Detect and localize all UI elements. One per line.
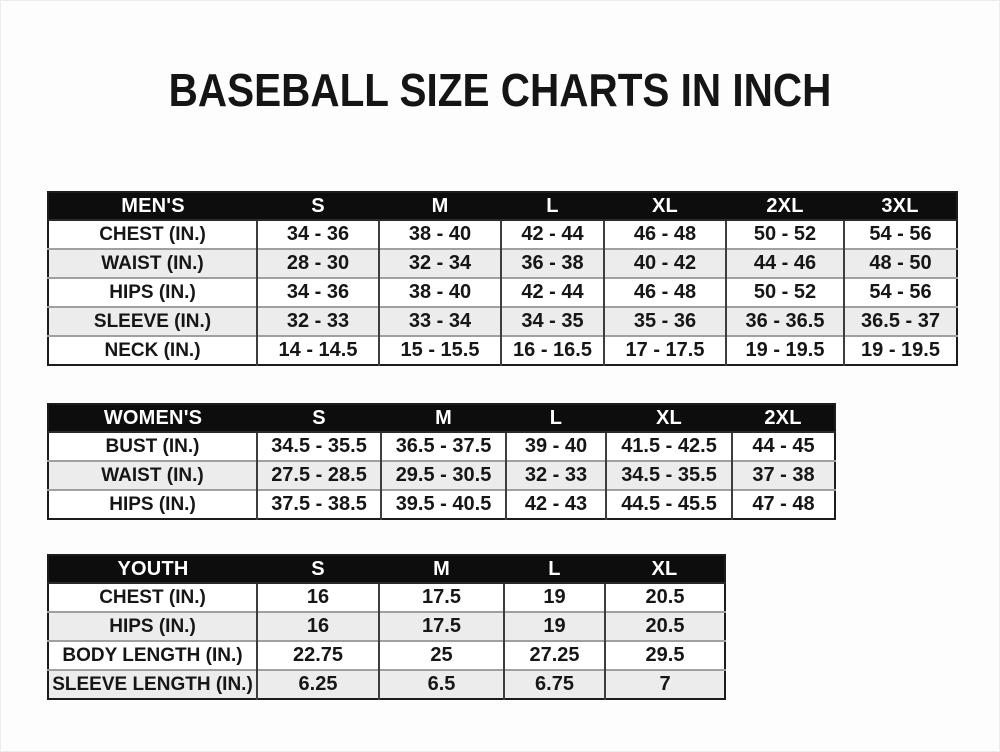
table-row [48,583,725,612]
size-cell: 46 - 48 [604,220,726,249]
table-row [48,249,957,278]
size-cell: 7 [605,670,725,699]
table-row [48,432,835,461]
row-label: WAIST (IN.) [48,249,257,278]
row-label: HIPS (IN.) [48,278,257,307]
column-header: 2XL [732,404,835,432]
size-cell: 14 - 14.5 [257,336,379,365]
size-cell: 34.5 - 35.5 [257,432,381,461]
table-row [48,461,835,490]
size-cell: 44.5 - 45.5 [606,490,732,519]
womens-size-table [47,403,836,520]
row-label: CHEST (IN.) [48,220,257,249]
column-header: XL [606,404,732,432]
row-label: BODY LENGTH (IN.) [48,641,257,670]
page-title: BASEBALL SIZE CHARTS IN INCH [168,64,832,116]
size-cell: 22.75 [257,641,379,670]
table-title: MEN'S [48,192,257,220]
size-cell: 29.5 [605,641,725,670]
size-cell: 47 - 48 [732,490,835,519]
table-row [48,220,957,249]
size-cell: 32 - 33 [506,461,606,490]
size-cell: 38 - 40 [379,278,501,307]
size-cell: 33 - 34 [379,307,501,336]
mens-size-table [47,191,958,366]
size-cell: 42 - 44 [501,220,604,249]
size-cell: 20.5 [605,612,725,641]
size-cell: 50 - 52 [726,220,844,249]
size-cell: 41.5 - 42.5 [606,432,732,461]
row-label: BUST (IN.) [48,432,257,461]
size-cell: 44 - 45 [732,432,835,461]
size-cell: 29.5 - 30.5 [381,461,506,490]
column-header: L [504,555,605,583]
size-cell: 35 - 36 [604,307,726,336]
size-cell: 39 - 40 [506,432,606,461]
size-cell: 36.5 - 37 [844,307,957,336]
column-header: L [501,192,604,220]
size-cell: 40 - 42 [604,249,726,278]
table-row [48,641,725,670]
size-cell: 36.5 - 37.5 [381,432,506,461]
table-title: WOMEN'S [48,404,257,432]
size-cell: 15 - 15.5 [379,336,501,365]
size-cell: 19 [504,583,605,612]
size-cell: 48 - 50 [844,249,957,278]
column-header: M [379,192,501,220]
size-cell: 20.5 [605,583,725,612]
size-cell: 38 - 40 [379,220,501,249]
size-cell: 32 - 34 [379,249,501,278]
size-cell: 50 - 52 [726,278,844,307]
column-header: 3XL [844,192,957,220]
size-cell: 54 - 56 [844,220,957,249]
size-cell: 36 - 38 [501,249,604,278]
row-label: WAIST (IN.) [48,461,257,490]
row-label: HIPS (IN.) [48,612,257,641]
table-row [48,336,957,365]
size-cell: 34.5 - 35.5 [606,461,732,490]
size-cell: 28 - 30 [257,249,379,278]
row-label: CHEST (IN.) [48,583,257,612]
size-cell: 27.5 - 28.5 [257,461,381,490]
row-label: SLEEVE LENGTH (IN.) [48,670,257,699]
table-title: YOUTH [48,555,257,583]
size-cell: 25 [379,641,504,670]
column-header: M [381,404,506,432]
column-header: M [379,555,504,583]
size-cell: 6.75 [504,670,605,699]
size-cell: 17.5 [379,612,504,641]
table-row [48,612,725,641]
row-label: SLEEVE (IN.) [48,307,257,336]
column-header: XL [604,192,726,220]
size-cell: 17 - 17.5 [604,336,726,365]
row-label: NECK (IN.) [48,336,257,365]
size-cell: 19 - 19.5 [844,336,957,365]
size-cell: 39.5 - 40.5 [381,490,506,519]
column-header: XL [605,555,725,583]
size-cell: 34 - 36 [257,278,379,307]
size-cell: 37 - 38 [732,461,835,490]
row-label: HIPS (IN.) [48,490,257,519]
size-cell: 19 [504,612,605,641]
column-header: S [257,555,379,583]
column-header: S [257,404,381,432]
size-cell: 34 - 35 [501,307,604,336]
size-cell: 42 - 43 [506,490,606,519]
size-cell: 44 - 46 [726,249,844,278]
size-cell: 6.5 [379,670,504,699]
table-row [48,670,725,699]
size-cell: 34 - 36 [257,220,379,249]
size-cell: 16 - 16.5 [501,336,604,365]
size-cell: 36 - 36.5 [726,307,844,336]
size-cell: 6.25 [257,670,379,699]
table-row [48,490,835,519]
size-cell: 32 - 33 [257,307,379,336]
column-header: 2XL [726,192,844,220]
column-header: L [506,404,606,432]
size-cell: 16 [257,612,379,641]
table-row [48,278,957,307]
size-cell: 27.25 [504,641,605,670]
size-cell: 37.5 - 38.5 [257,490,381,519]
youth-size-table [47,554,726,700]
size-cell: 19 - 19.5 [726,336,844,365]
table-row [48,307,957,336]
size-cell: 42 - 44 [501,278,604,307]
column-header: S [257,192,379,220]
size-cell: 46 - 48 [604,278,726,307]
size-cell: 17.5 [379,583,504,612]
size-cell: 16 [257,583,379,612]
size-cell: 54 - 56 [844,278,957,307]
